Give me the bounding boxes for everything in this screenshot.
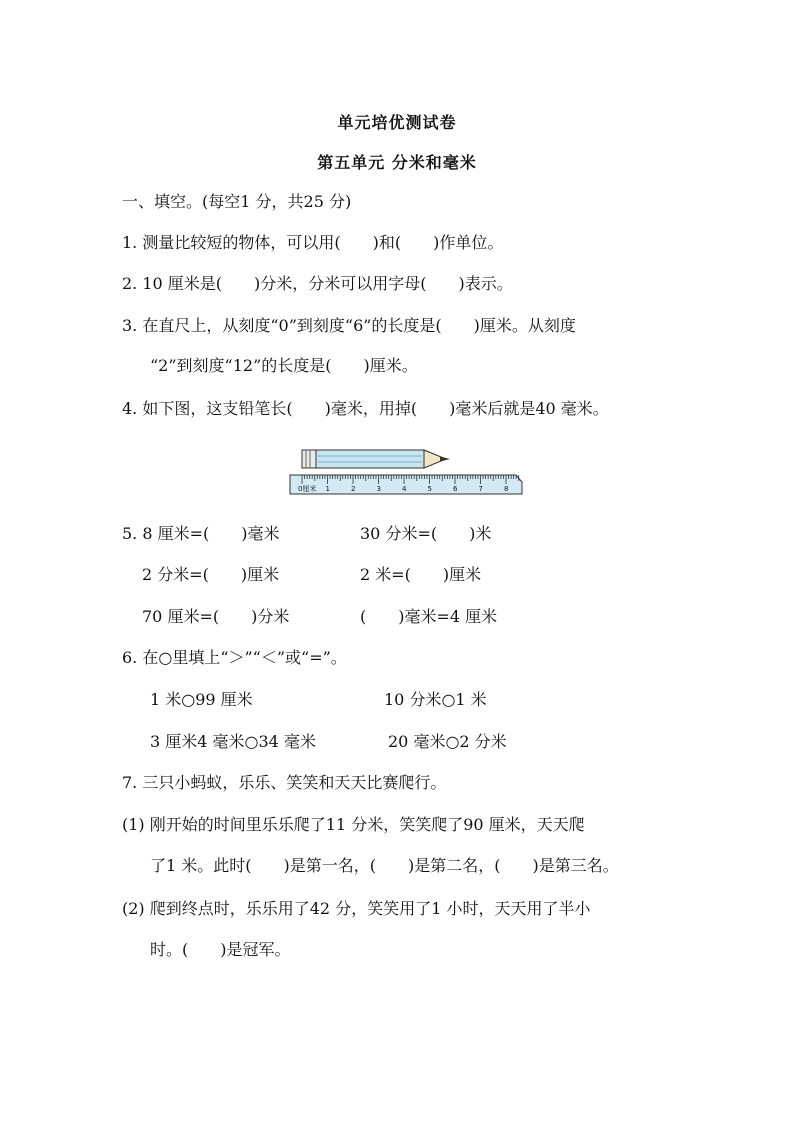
ruler-number: 4 <box>402 485 407 493</box>
question-3-line-2: “2”到刻度“12”的长度是( )厘米。 <box>150 356 418 375</box>
question-7-part-1-line-1: (1) 刚开始的时间里乐乐爬了11 分米，笑笑爬了90 厘米，天天爬 <box>122 815 585 834</box>
question-5-a: 5. 8 厘米=( )毫米 <box>122 524 280 543</box>
ruler-number: 5 <box>427 485 432 493</box>
ruler-number: 6 <box>453 485 458 493</box>
ruler-number: 3 <box>376 485 381 493</box>
pencil-ruler-figure <box>288 444 524 500</box>
question-6-a: 1 米○99 厘米 <box>150 690 253 709</box>
question-7-part-1-line-2: 了1 米。此时( )是第一名，( )是第二名，( )是第三名。 <box>150 856 619 875</box>
section-heading: 一、填空。(每空1 分，共25 分) <box>122 192 352 211</box>
question-2: 2. 10 厘米是( )分米，分米可以用字母( )表示。 <box>122 274 513 293</box>
ruler-number: 7 <box>478 485 483 493</box>
ruler-number: 1 <box>325 485 330 493</box>
question-5-d: 2 米=( )厘米 <box>360 565 482 584</box>
question-5-b: 30 分米=( )米 <box>360 524 492 543</box>
question-6-stem: 6. 在○里填上“＞”“＜”或“=”。 <box>122 648 347 667</box>
question-7-stem: 7. 三只小蚂蚁，乐乐、笑笑和天天比赛爬行。 <box>122 773 447 792</box>
question-6-c: 3 厘米4 毫米○34 毫米 <box>150 732 316 751</box>
exam-title: 单元培优测试卷 <box>337 113 457 132</box>
question-4: 4. 如下图，这支铅笔长( )毫米，用掉( )毫米后就是40 毫米。 <box>122 399 609 418</box>
ruler-number: 8 <box>504 485 509 493</box>
question-5-e: 70 厘米=( )分米 <box>142 607 290 626</box>
question-7-part-2-line-2: 时。( )是冠军。 <box>150 940 291 959</box>
ruler-unit-label: 0厘米 <box>298 485 317 493</box>
question-5-f: ( )毫米=4 厘米 <box>360 607 498 626</box>
question-6-d: 20 毫米○2 分米 <box>388 732 507 751</box>
question-5-c: 2 分米=( )厘米 <box>142 565 280 584</box>
question-3-line-1: 3. 在直尺上，从刻度“0”到刻度“6”的长度是( )厘米。从刻度 <box>122 316 576 335</box>
ruler-number: 2 <box>351 485 356 493</box>
question-7-part-2-line-1: (2) 爬到终点时，乐乐用了42 分，笑笑用了1 小时，天天用了半小 <box>122 899 591 918</box>
question-6-b: 10 分米○1 米 <box>384 690 487 709</box>
ruler-illustration <box>290 475 522 494</box>
unit-subtitle: 第五单元 分米和毫米 <box>317 153 477 172</box>
question-1: 1. 测量比较短的物体，可以用( )和( )作单位。 <box>122 233 504 252</box>
pencil-illustration <box>302 450 450 468</box>
